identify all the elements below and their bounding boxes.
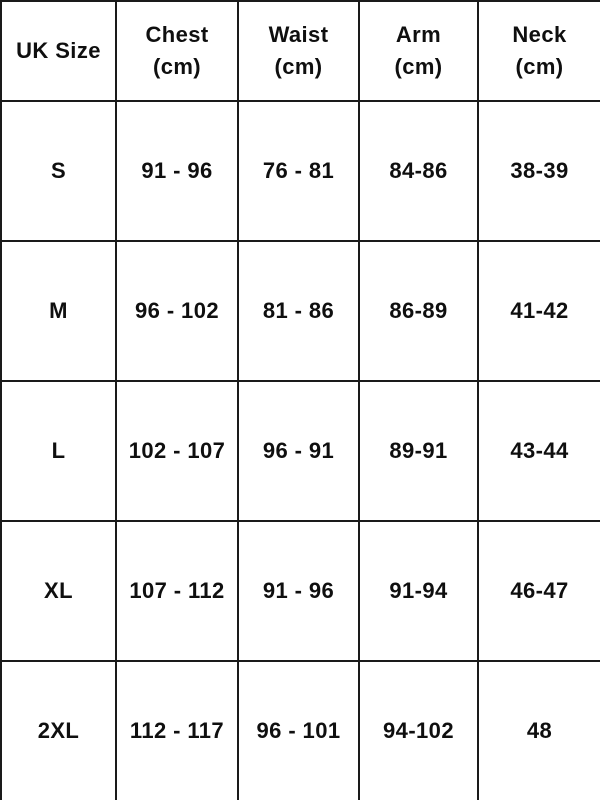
chest-cell: 112 - 117: [116, 661, 238, 800]
chest-cell: 96 - 102: [116, 241, 238, 381]
neck-cell: 46-47: [478, 521, 600, 661]
header-label-neck: Neck: [512, 22, 567, 48]
row-s: [1, 101, 600, 241]
header-label-arm: Arm: [395, 22, 442, 48]
header-cell-chest: [116, 1, 238, 101]
size-cell: 2XL: [1, 661, 116, 800]
waist-cell: 96 - 91: [238, 381, 359, 521]
header-unit-arm: (cm): [394, 54, 443, 79]
header-label-chest: Chest: [145, 22, 209, 48]
row-2xl: [1, 661, 600, 800]
header-label-uk-size: UK Size: [16, 38, 101, 64]
size-cell: S: [1, 101, 116, 241]
header-unit-chest: (cm): [152, 54, 202, 79]
size-cell: L: [1, 381, 116, 521]
waist-cell: 96 - 101: [238, 661, 359, 800]
row-m: [1, 241, 600, 381]
arm-cell: 86-89: [359, 241, 478, 381]
chest-cell: 102 - 107: [116, 381, 238, 521]
arm-cell: 89-91: [359, 381, 478, 521]
neck-cell: 38-39: [478, 101, 600, 241]
header-label-waist: Waist: [268, 22, 329, 48]
row-xl: [1, 521, 600, 661]
size-cell: XL: [1, 521, 116, 661]
waist-cell: 81 - 86: [238, 241, 359, 381]
neck-cell: 43-44: [478, 381, 600, 521]
arm-cell: 91-94: [359, 521, 478, 661]
chest-cell: 91 - 96: [116, 101, 238, 241]
neck-cell: 41-42: [478, 241, 600, 381]
size-cell: M: [1, 241, 116, 381]
header-cell-arm: [359, 1, 478, 101]
row-l: [1, 381, 600, 521]
arm-cell: 94-102: [359, 661, 478, 800]
header-cell-neck: [478, 1, 600, 101]
header-unit-neck: (cm): [515, 54, 564, 79]
header-cell-waist: [238, 1, 359, 101]
chest-cell: 107 - 112: [116, 521, 238, 661]
arm-cell: 84-86: [359, 101, 478, 241]
waist-cell: 91 - 96: [238, 521, 359, 661]
header-cell-uk-size: [1, 1, 116, 101]
neck-cell: 48: [478, 661, 600, 800]
waist-cell: 76 - 81: [238, 101, 359, 241]
header-unit-waist: (cm): [274, 54, 323, 79]
header-row: [1, 1, 600, 101]
